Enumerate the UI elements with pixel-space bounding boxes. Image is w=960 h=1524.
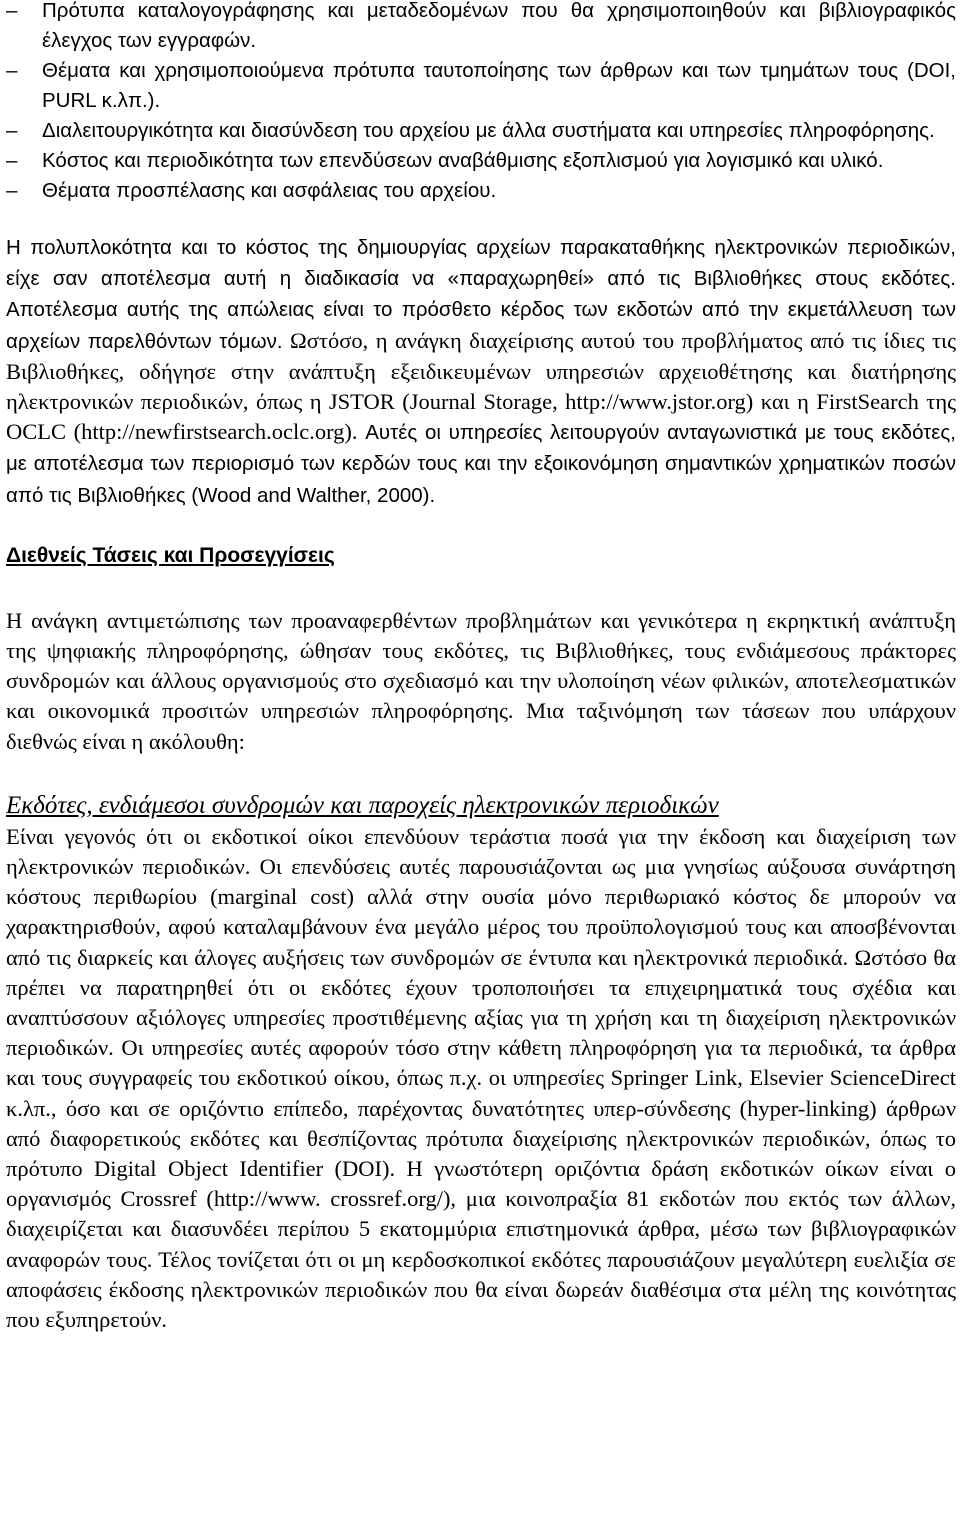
- paragraph-part-sans-3: Αυτές οι υπηρεσίες λειτουργούν ανταγωνιστικά με τους εκδότες, με αποτέλεσμα των περιορισμό των κερδών τους και την εξοικονόμηση σημαντικών χρηματικών ποσών από τις Βιβλιοθήκες (Wood and Walther, 2000).: [6, 421, 956, 507]
- bullet-item-cost: [6, 146, 956, 176]
- section-heading: Διεθνείς Τάσεις και Προσεγγίσεις: [6, 543, 335, 567]
- bullet-text: Πρότυπα καταλογογράφησης και μεταδεδομένων που θα χρησιμοποιηθούν και βιβλιογραφικός έλεγχος των εγγραφών.: [42, 0, 956, 52]
- bullet-item-access-security: [6, 176, 956, 206]
- bullet-text: Διαλειτουργικότητα και διασύνδεση του αρχείου με άλλα συστήματα και υπηρεσίες πληροφόρησης.: [42, 119, 935, 142]
- paragraph-part-sans-2: Αποτέλεσμα αυτής της απώλειας είναι το πρόσθετο κέρδος των εκδοτών από την εκμετάλλευση των αρχείων παρελθόντων τόμων.: [6, 298, 956, 353]
- paragraph-publishers: Είναι γεγονός ότι οι εκδοτικοί οίκοι επενδύουν τεράστια ποσά για την έκδοση και διαχείριση των ηλεκτρονικών περιοδικών. Οι επενδύσεις αυτές παρουσιάζονται ως μια γνησίως αύξουσα συνάρτηση κόστους περιθωρίου (marginal cost) αλλά στην ουσία μόνο περιθωριακό κόστος δε μπορούν να χαρακτηρισθούν, αφού καταλαμβάνουν ένα μεγάλο μέρος του προϋπολογισμού τους και αποσβένονται από τις διαρκείς και άλογες αυξήσεις των συνδρομών σε έντυπα και ηλεκτρονικά περιοδικά. Ωστόσο θα πρέπει να παρατηρηθεί ότι οι εκδότες έχουν τροποποιήσει τα επιχειρηματικά τους σχέδια και αναπτύσσουν αξιόλογες υπηρεσίες προστιθέμενης αξίας για τη χρήση και τη διαχείριση ηλεκτρονικών περιοδικών. Οι υπηρεσίες αυτές αφορούν τόσο στην κάθετη πληροφόρηση για τα περιοδικά, τα άρθρα και τους συγγραφείς του εκδοτικού οίκου, όπως π.χ. οι υπηρεσίες Springer Link, Elsevier ScienceDirect κ.λπ., όσο και σε οριζόντιο επίπεδο, παρέχοντας δυνατότητες υπερ-σύνδεσης (hyper-linking) άρθρων από διαφορετικούς εκδότες και θεσπίζοντας πρότυπα διαχείρισης ηλεκτρονικών περιοδικών, όπως το πρότυπο Digital Object Identifier (DOI). Η γνωστότερη οριζόντια δράση εκδοτικών οίκων είναι ο οργανισμός Crossref (http://www. crossref.org/), μια κοινοπραξία 81 εκδοτών που εκτός των άλλων, διαχειρίζεται και διασυνδέει περίπου 5 εκατομμύρια επιστημονικά άρθρα, μέσω των βιβλιογραφικών αναφορών τους. Τέλος τονίζεται ότι οι μη κερδοσκοπικοί εκδότες παρουσιάζουν μεγαλύτερη ευελιξία σε αποφάσεις έκδοσης ηλεκτρονικών περιοδικών που θα είναι δωρεάν διαθέσιμα στα μέλη της κοινότητας που εξυπηρετούν.: [6, 823, 956, 1333]
- bullet-text: Θέματα και χρησιμοποιούμενα πρότυπα ταυτοποίησης των άρθρων και των τμημάτων τους (DOI, PURL κ.λπ.).: [42, 59, 956, 112]
- paragraph-part-serif-1: Ωστόσο, η ανάγκη διαχείρισης αυτού του προβλήματος από τις ίδιες τις Βιβλιοθήκες, οδήγησε στην ανάπτυξη εξειδικευμένων υπηρεσιών αρχειοθέτησης και διατήρησης ηλεκτρονικών περιοδικών, όπως η JSTOR (Journal Storage, http://www.jstor.org) και η FirstSearch της OCLC (http://newfirstsearch.oclc.org).: [6, 327, 957, 445]
- dash-marker: –: [6, 59, 18, 82]
- dash-marker: –: [6, 179, 18, 202]
- paragraph-part-sans-1: Η πολυπλοκότητα και το κόστος της δημιουργίας αρχείων παρακαταθήκης ηλεκτρονικών περιοδικών, είχε σαν αποτέλεσμα αυτή η διαδικασία να «παραχωρηθεί» από τις Βιβλιοθήκες στους εκδότες.: [6, 236, 956, 291]
- bullet-item-cataloguing: [6, 0, 956, 56]
- dash-marker: –: [6, 119, 18, 142]
- bullet-item-interoperability: [6, 116, 956, 146]
- bullet-item-identification: [6, 56, 956, 116]
- subsection-heading: Εκδότες, ενδιάμεσοι συνδρομών και παροχείς ηλεκτρονικών περιοδικών: [6, 791, 719, 819]
- dash-marker: –: [6, 0, 18, 22]
- bullet-text: Θέματα προσπέλασης και ασφάλειας του αρχείου.: [42, 179, 497, 202]
- bullet-list: [6, 0, 956, 206]
- paragraph-trends: Η ανάγκη αντιμετώπισης των προαναφερθέντων προβλημάτων και γενικότερα η εκρηκτική ανάπτυξη της ψηφιακής πληροφόρησης, ώθησαν τους εκδότες, τις Βιβλιοθήκες, τους ενδιάμεσους πράκτορες συνδρομών και άλλους οργανισμούς στο σχεδιασμό και την υλοποίηση νέων φιλικών, αποτελεσματικών και οικονομικά προσιτών υπηρεσιών πληροφόρησης. Μια ταξινόμηση των τάσεων που υπάρχουν διεθνώς είναι η ακόλουθη:: [6, 607, 956, 754]
- paragraph-archive-cost: [6, 232, 956, 511]
- document-page: [6, 0, 956, 1335]
- dash-marker: –: [6, 149, 18, 172]
- bullet-text: Κόστος και περιοδικότητα των επενδύσεων αναβάθμισης εξοπλισμού για λογισμικό και υλικό.: [42, 149, 884, 172]
